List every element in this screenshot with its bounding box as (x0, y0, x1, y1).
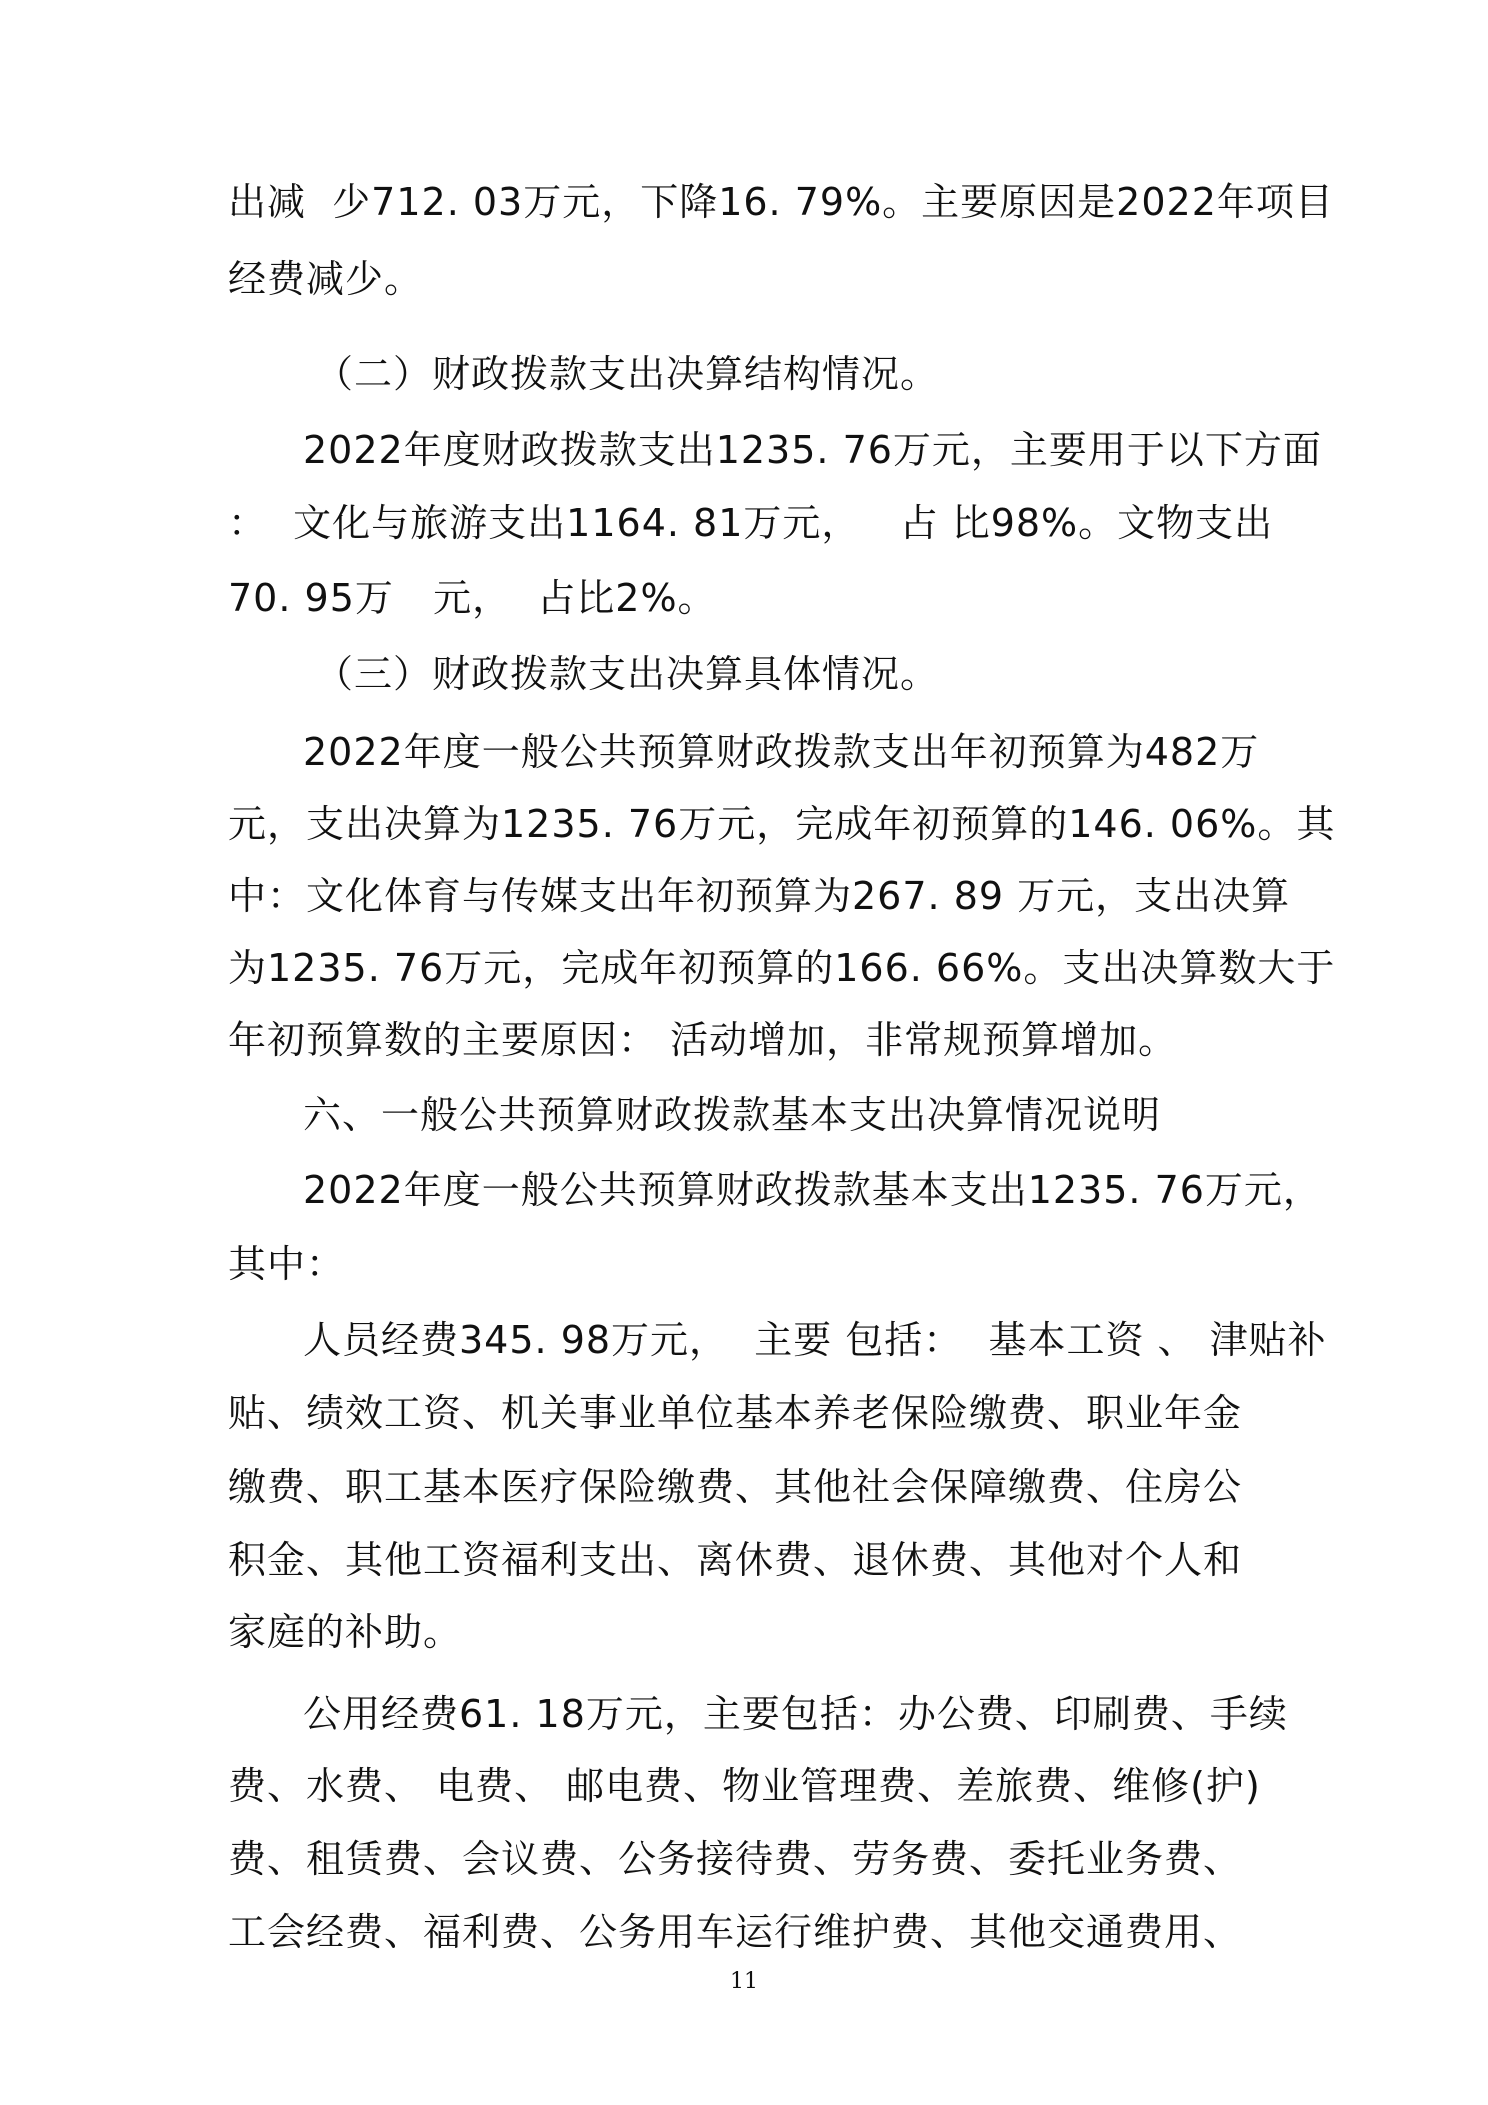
text-line: 为1235. 76万元，完成年初预算的166. 66%。支出决算数大于 (228, 946, 1336, 990)
text-line: 中：文化体育与传媒支出年初预算为267. 89 万元，支出决算 (228, 874, 1291, 918)
text-line: 出减 少712. 03万元，下降16. 79%。主要原因是2022年项目 (228, 180, 1334, 224)
text-line: 贴、绩效工资、机关事业单位基本养老保险缴费、职业年金 (228, 1391, 1243, 1435)
text-line: 费、租赁费、会议费、公务接待费、劳务费、委托业务费、 (228, 1837, 1243, 1881)
text-line: 工会经费、福利费、公务用车运行维护费、其他交通费用、 (228, 1910, 1243, 1954)
text-line: 其中： (228, 1242, 346, 1286)
section-heading: 六、一般公共预算财政拨款基本支出决算情况说明 (303, 1093, 1162, 1137)
text-line: 2022年度一般公共预算财政拨款支出年初预算为482万 (303, 730, 1260, 774)
text-line: 积金、其他工资福利支出、离休费、退休费、其他对个人和 (228, 1538, 1243, 1582)
text-line: 元，支出决算为1235. 76万元，完成年初预算的146. 06%。其 (228, 802, 1336, 846)
text-line: 缴费、职工基本医疗保险缴费、其他社会保障缴费、住房公 (228, 1465, 1243, 1509)
text-line: 家庭的补助。 (228, 1610, 463, 1654)
text-line: ： 文化与旅游支出1164. 81万元， 占 比98%。文物支出 (228, 501, 1274, 545)
text-line: 费、水费、 电费、 邮电费、物业管理费、差旅费、维修(护) (228, 1764, 1261, 1808)
text-line: 公用经费61. 18万元，主要包括：办公费、印刷费、手续 (303, 1692, 1288, 1736)
section-heading: （三）财政拨款支出决算具体情况。 (315, 652, 940, 696)
text-line: 2022年度一般公共预算财政拨款基本支出1235. 76万元， (303, 1168, 1322, 1212)
page-number: 11 (730, 1969, 758, 1994)
text-line: 经费减少。 (228, 257, 424, 301)
section-heading: （二）财政拨款支出决算结构情况。 (315, 352, 940, 396)
text-line: 70. 95万 元， 占比2%。 (228, 576, 717, 620)
text-line: 人员经费345. 98万元， 主要 包括： 基本工资 、 津贴补 (303, 1318, 1327, 1362)
text-line: 年初预算数的主要原因： 活动增加，非常规预算增加。 (228, 1018, 1178, 1062)
text-line: 2022年度财政拨款支出1235. 76万元，主要用于以下方面 (303, 428, 1322, 472)
